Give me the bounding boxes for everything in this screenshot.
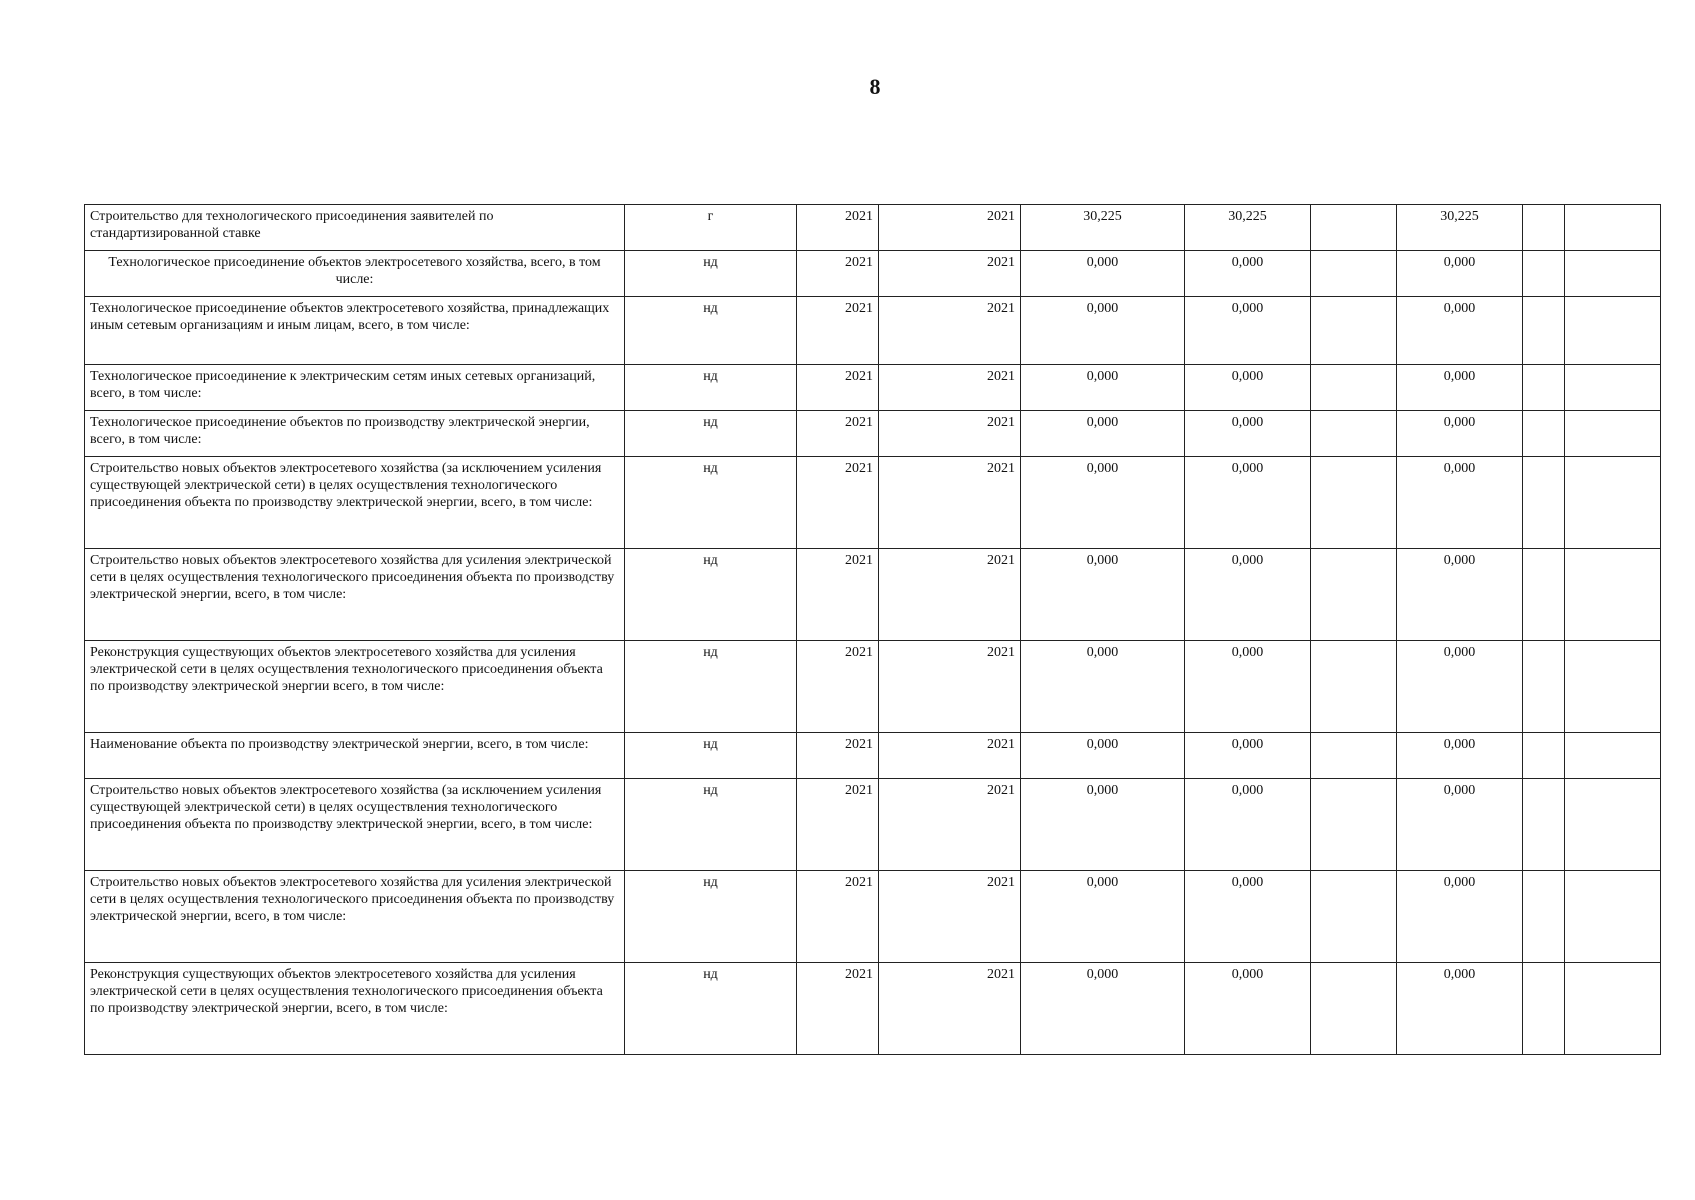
row-year-end-cell: 2021 (879, 297, 1021, 365)
row-value-3-cell (1311, 297, 1397, 365)
row-value-5-cell (1523, 251, 1565, 297)
row-value-2-cell: 0,000 (1185, 411, 1311, 457)
row-value-3-cell (1311, 733, 1397, 779)
row-value-5-cell (1523, 457, 1565, 549)
row-year-end-cell: 2021 (879, 963, 1021, 1055)
row-name-cell: Строительство новых объектов электросетевого хозяйства для усиления электрической сети в целях осуществления технологического присоединения объекта по производству электрической энергии, всего, в том числе: (85, 549, 625, 641)
row-value-3-cell (1311, 779, 1397, 871)
row-value-4-cell: 0,000 (1397, 411, 1523, 457)
row-value-6-cell (1565, 733, 1661, 779)
row-year-end-cell: 2021 (879, 641, 1021, 733)
row-code-cell: нд (625, 411, 797, 457)
row-year-end-cell: 2021 (879, 779, 1021, 871)
row-name-cell: Реконструкция существующих объектов электросетевого хозяйства для усиления электрической сети в целях осуществления технологического присоединения объекта по производству электрической энергии, всего, в том числе: (85, 963, 625, 1055)
row-name-cell: Наименование объекта по производству электрической энергии, всего, в том числе: (85, 733, 625, 779)
table-body (85, 205, 1661, 1055)
row-value-6-cell (1565, 365, 1661, 411)
row-year-end-cell: 2021 (879, 365, 1021, 411)
row-value-1-cell: 0,000 (1021, 411, 1185, 457)
row-code-cell: нд (625, 871, 797, 963)
table-row (85, 297, 1661, 365)
row-year-start-cell: 2021 (797, 549, 879, 641)
row-year-start-cell: 2021 (797, 205, 879, 251)
row-value-1-cell: 0,000 (1021, 779, 1185, 871)
table-row (85, 205, 1661, 251)
row-value-2-cell: 0,000 (1185, 457, 1311, 549)
row-name-cell: Технологическое присоединение объектов электросетевого хозяйства, всего, в том числе: (85, 251, 625, 297)
row-value-1-cell: 0,000 (1021, 297, 1185, 365)
table-row (85, 963, 1661, 1055)
row-value-1-cell: 0,000 (1021, 641, 1185, 733)
row-value-3-cell (1311, 963, 1397, 1055)
row-value-2-cell: 0,000 (1185, 297, 1311, 365)
row-value-1-cell: 0,000 (1021, 251, 1185, 297)
investment-table (84, 204, 1661, 1055)
row-value-6-cell (1565, 457, 1661, 549)
row-value-1-cell: 0,000 (1021, 733, 1185, 779)
row-value-4-cell: 0,000 (1397, 297, 1523, 365)
row-code-cell: нд (625, 457, 797, 549)
row-code-cell: нд (625, 251, 797, 297)
row-code-cell: г (625, 205, 797, 251)
row-value-2-cell: 30,225 (1185, 205, 1311, 251)
table-row (85, 251, 1661, 297)
row-name-cell: Строительство новых объектов электросетевого хозяйства (за исключением усиления существующей электрической сети) в целях осуществления технологического присоединения объекта по производству электрической энергии, всего, в том числе: (85, 779, 625, 871)
row-value-4-cell: 30,225 (1397, 205, 1523, 251)
row-code-cell: нд (625, 297, 797, 365)
row-value-6-cell (1565, 963, 1661, 1055)
row-year-end-cell: 2021 (879, 251, 1021, 297)
row-value-6-cell (1565, 205, 1661, 251)
row-value-5-cell (1523, 549, 1565, 641)
row-value-4-cell: 0,000 (1397, 963, 1523, 1055)
row-code-cell: нд (625, 641, 797, 733)
row-code-cell: нд (625, 779, 797, 871)
row-value-5-cell (1523, 963, 1565, 1055)
table-row (85, 871, 1661, 963)
row-year-end-cell: 2021 (879, 205, 1021, 251)
row-value-4-cell: 0,000 (1397, 779, 1523, 871)
row-value-6-cell (1565, 251, 1661, 297)
row-value-1-cell: 0,000 (1021, 365, 1185, 411)
row-year-start-cell: 2021 (797, 733, 879, 779)
table-row (85, 779, 1661, 871)
page-number: 8 (869, 74, 881, 99)
row-value-2-cell: 0,000 (1185, 549, 1311, 641)
row-value-1-cell: 0,000 (1021, 549, 1185, 641)
row-value-5-cell (1523, 411, 1565, 457)
row-value-4-cell: 0,000 (1397, 365, 1523, 411)
row-year-start-cell: 2021 (797, 963, 879, 1055)
row-value-2-cell: 0,000 (1185, 365, 1311, 411)
row-name-cell: Технологическое присоединение к электрическим сетям иных сетевых организаций, всего, в том числе: (85, 365, 625, 411)
row-value-1-cell: 0,000 (1021, 963, 1185, 1055)
table-row (85, 457, 1661, 549)
row-name-cell: Реконструкция существующих объектов электросетевого хозяйства для усиления электрической сети в целях осуществления технологического присоединения объекта по производству электрической энергии всего, в том числе: (85, 641, 625, 733)
row-value-6-cell (1565, 297, 1661, 365)
row-name-cell: Технологическое присоединение объектов электросетевого хозяйства, принадлежащих иным сетевым организациям и иным лицам, всего, в том числе: (85, 297, 625, 365)
row-year-start-cell: 2021 (797, 365, 879, 411)
row-value-4-cell: 0,000 (1397, 733, 1523, 779)
row-value-2-cell: 0,000 (1185, 871, 1311, 963)
table-row (85, 733, 1661, 779)
row-year-end-cell: 2021 (879, 733, 1021, 779)
row-value-3-cell (1311, 641, 1397, 733)
row-value-5-cell (1523, 205, 1565, 251)
row-year-start-cell: 2021 (797, 641, 879, 733)
row-value-2-cell: 0,000 (1185, 251, 1311, 297)
row-year-start-cell: 2021 (797, 871, 879, 963)
row-value-3-cell (1311, 411, 1397, 457)
row-year-start-cell: 2021 (797, 779, 879, 871)
row-value-5-cell (1523, 365, 1565, 411)
row-year-start-cell: 2021 (797, 457, 879, 549)
table-row (85, 365, 1661, 411)
row-value-3-cell (1311, 871, 1397, 963)
row-value-5-cell (1523, 779, 1565, 871)
row-value-4-cell: 0,000 (1397, 871, 1523, 963)
row-code-cell: нд (625, 365, 797, 411)
table-row (85, 549, 1661, 641)
row-year-end-cell: 2021 (879, 549, 1021, 641)
row-value-4-cell: 0,000 (1397, 641, 1523, 733)
row-name-cell: Строительство для технологического присоединения заявителей по стандартизированной ставке (85, 205, 625, 251)
row-value-6-cell (1565, 411, 1661, 457)
row-year-end-cell: 2021 (879, 871, 1021, 963)
row-value-5-cell (1523, 641, 1565, 733)
table-row (85, 641, 1661, 733)
row-value-5-cell (1523, 297, 1565, 365)
row-value-6-cell (1565, 549, 1661, 641)
row-code-cell: нд (625, 549, 797, 641)
row-value-2-cell: 0,000 (1185, 963, 1311, 1055)
row-value-5-cell (1523, 871, 1565, 963)
row-value-3-cell (1311, 365, 1397, 411)
row-value-1-cell: 0,000 (1021, 871, 1185, 963)
row-value-4-cell: 0,000 (1397, 251, 1523, 297)
row-value-6-cell (1565, 641, 1661, 733)
row-value-6-cell (1565, 779, 1661, 871)
row-code-cell: нд (625, 733, 797, 779)
row-value-3-cell (1311, 457, 1397, 549)
row-value-2-cell: 0,000 (1185, 779, 1311, 871)
row-year-start-cell: 2021 (797, 411, 879, 457)
row-name-cell: Строительство новых объектов электросетевого хозяйства для усиления электрической сети в целях осуществления технологического присоединения объекта по производству электрической энергии, всего, в том числе: (85, 871, 625, 963)
row-value-4-cell: 0,000 (1397, 457, 1523, 549)
row-year-start-cell: 2021 (797, 251, 879, 297)
row-value-1-cell: 30,225 (1021, 205, 1185, 251)
row-value-5-cell (1523, 733, 1565, 779)
row-value-4-cell: 0,000 (1397, 549, 1523, 641)
row-value-1-cell: 0,000 (1021, 457, 1185, 549)
row-value-3-cell (1311, 251, 1397, 297)
row-value-3-cell (1311, 549, 1397, 641)
row-year-end-cell: 2021 (879, 411, 1021, 457)
row-value-2-cell: 0,000 (1185, 733, 1311, 779)
row-name-cell: Строительство новых объектов электросетевого хозяйства (за исключением усиления существующей электрической сети) в целях осуществления технологического присоединения объекта по производству электрической энергии, всего, в том числе: (85, 457, 625, 549)
table-row (85, 411, 1661, 457)
row-value-2-cell: 0,000 (1185, 641, 1311, 733)
row-value-6-cell (1565, 871, 1661, 963)
row-year-start-cell: 2021 (797, 297, 879, 365)
row-code-cell: нд (625, 963, 797, 1055)
row-name-cell: Технологическое присоединение объектов по производству электрической энергии, всего, в том числе: (85, 411, 625, 457)
row-year-end-cell: 2021 (879, 457, 1021, 549)
row-value-3-cell (1311, 205, 1397, 251)
